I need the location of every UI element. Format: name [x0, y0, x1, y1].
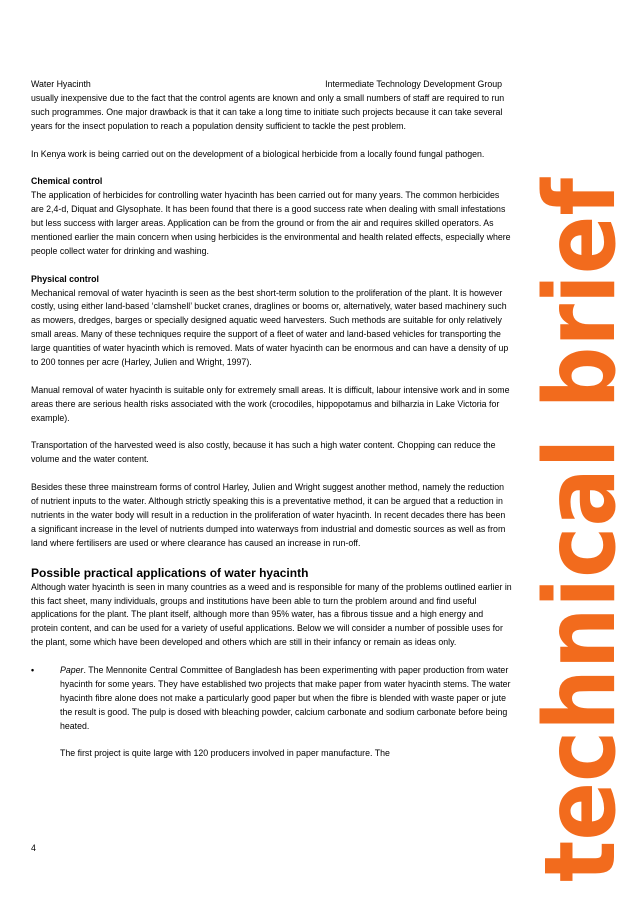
document-body: [31, 78, 512, 761]
paper-bullet-item: [31, 664, 512, 734]
page-number: 4: [31, 843, 36, 853]
header-organisation: Intermediate Technology Development Group: [325, 79, 502, 89]
transportation-paragraph: Transportation of the harvested weed is also costly, because it has such a high water content. Chopping can reduce the volume and the water content.: [31, 440, 496, 465]
chemical-control-paragraph: The application of herbicides for controlling water hyacinth has been carried out for many years. The common herbicides are 2,4-d, Diquat and Glysophate. It has been found that there is a good success rate when dealing with small infestations but less success with larger areas. Application can be from the ground or from the air and requires skilled operators. As mentioned earlier the main concern when using herbicides is the environmental and health related effects, especially where people collect water for drinking and washing.: [31, 190, 511, 256]
first-project-paragraph: The first project is quite large with 120 producers involved in paper manufacture. The: [60, 748, 390, 759]
physical-control-heading: Physical control: [31, 273, 99, 284]
kenya-paragraph: In Kenya work is being carried out on the development of a biological herbicide from a locally found fungal pathogen.: [31, 148, 485, 159]
nutrient-reduction-paragraph: Besides these three mainstream forms of control Harley, Julien and Wright suggest another method, namely the reduction of nutrient inputs to the water. Although strictly speaking this is a preventative method, it can be argued that a reduction in nutrients in the water body will result in a reduction in the proliferation of water hyacinth. In recent decades there has been a significant increase in the level of nutrients dumped into waterways from industrial and domestic sources as well as from land where fertilisers are used or where clearance has caused an increase in run-off.: [31, 482, 506, 548]
paper-paragraph: . The Mennonite Central Committee of Bangladesh has been experimenting with paper production from water hyacinth for some years. They have established two projects that make paper from water hyacinth stems. The water hyacinth fibre alone does not make a particularly good paper but when the fibre is blended with waste paper or jute the result is good. The pulp is dosed with bleaching powder, calcium carbonate and sodium carbonate before being heated.: [60, 665, 511, 731]
technical-brief-logo-text: technical brief: [524, 84, 638, 882]
chemical-control-heading: Chemical control: [31, 176, 103, 187]
physical-control-paragraph: Mechanical removal of water hyacinth is seen as the best short-term solution to the proliferation of the plant. It is however costly, using either land-based ‘clamshell’ bucket cranes, draglines or booms or, alternatively, water based machinery such as mowers, dredges, barges or specially designed aquatic weed harvesters. Such methods are suitable for only relatively small areas. Many of these techniques require the support of a fleet of water and land-based vehicles for transporting the large quantities of water hyacinth which is removed. Mats of water hyacinth can be enormous and can have a density of up to 200 tonnes per acre (Harley, Julien and Wright, 1997).: [31, 287, 509, 368]
bullet-icon: •: [31, 665, 35, 676]
technical-brief-logo: [513, 84, 638, 890]
intro-paragraph: usually inexpensive due to the fact that the control agents are known and only a small numbers of staff are required to run such programmes. One major drawback is that it can take a long time to initiate such projects because it can take several years for the insect population to reach a population density sufficient to tackle the pest problem.: [31, 92, 505, 131]
header-title: Water Hyacinth: [31, 79, 91, 89]
running-header: [31, 78, 512, 92]
paper-label: Paper: [60, 665, 84, 676]
manual-removal-paragraph: Manual removal of water hyacinth is suitable only for extremely small areas. It is difficult, labour intensive work and in some areas there are serious health risks associated with the work (crocodiles, hippopotamus and bilharzia in Lake Victoria for example).: [31, 384, 510, 423]
applications-heading: Possible practical applications of water hyacinth: [31, 565, 309, 580]
applications-paragraph: Although water hyacinth is seen in many countries as a weed and is responsible for many of the problems outlined earlier in this fact sheet, many individuals, groups and institutions have been able to turn the problem around and find useful applications for the plant. The plant itself, although more than 95% water, has a fibrous tissue and a high energy and protein content, and can be used for a variety of useful applications. Below we will consider a number of possible uses for the plant, some which have been developed and others which are still in their infancy or remain as ideas only.: [31, 581, 512, 648]
